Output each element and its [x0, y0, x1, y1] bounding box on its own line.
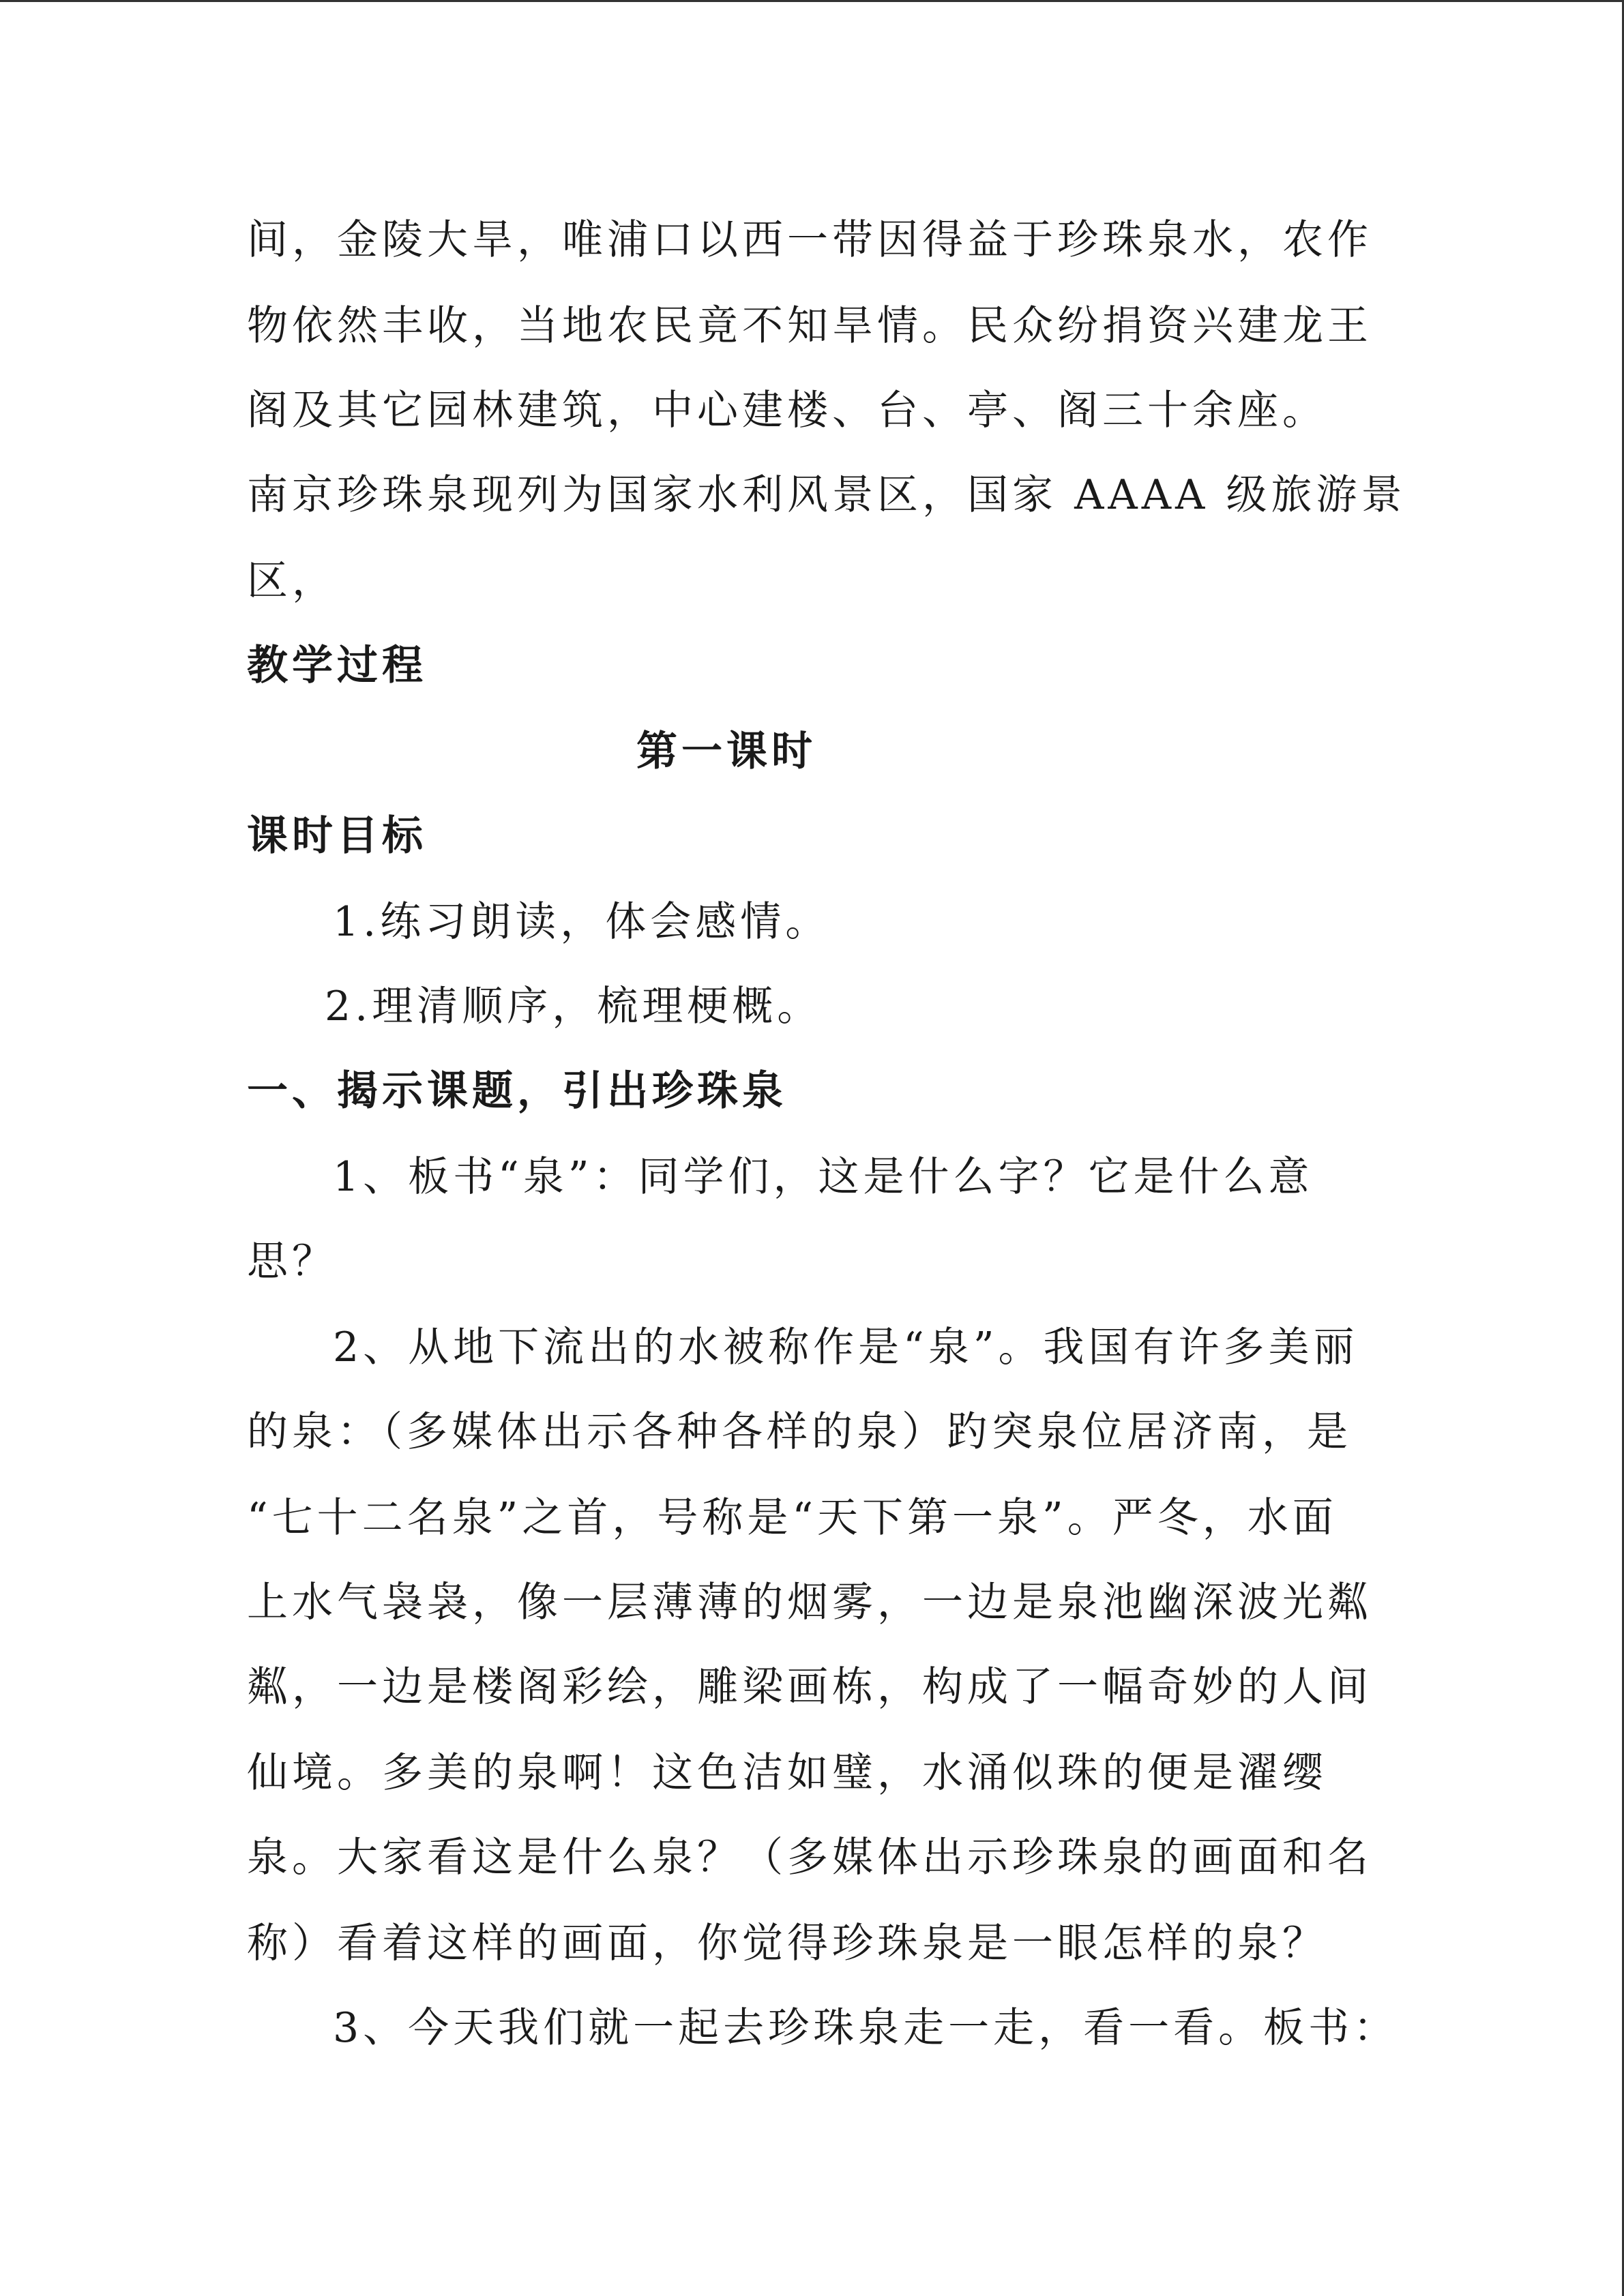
intro-line-5: 区，: [247, 557, 337, 605]
intro-line-4: 南京珍珠泉现列为国家水利风景区，国家 AAAA 级旅游景: [247, 471, 1406, 519]
step2-line-5: 粼，一边是楼阁彩绘，雕梁画栋，构成了一幅奇妙的人间: [247, 1663, 1372, 1711]
part-one-heading: 一、揭示课题，引出珍珠泉: [247, 1067, 787, 1115]
objective-item-1: 1.练习朗读，体会感情。: [333, 898, 831, 946]
intro-line-3: 阁及其它园林建筑，中心建楼、台、亭、阁三十余座。: [247, 387, 1327, 434]
step2-line-6: 仙境。多美的泉啊！这色洁如璧，水涌似珠的便是濯缨: [247, 1749, 1327, 1797]
objective-item-2: 2.理清顺序，梳理梗概。: [325, 983, 823, 1030]
step2-line-7: 泉。大家看这是什么泉？（多媒体出示珍珠泉的画面和名: [247, 1834, 1372, 1881]
step2-line-4: 上水气袅袅，像一层薄薄的烟雾，一边是泉池幽深波光粼: [247, 1579, 1372, 1626]
step3-line-1: 3、今天我们就一起去珍珠泉走一走，看一看。板书：: [333, 2004, 1399, 2052]
intro-line-1: 间，金陵大旱，唯浦口以西一带因得益于珍珠泉水，农作: [247, 216, 1372, 264]
step1-line-1: 1、板书“泉”：同学们，这是什么字？它是什么意: [333, 1153, 1314, 1201]
section-heading: 教学过程: [247, 642, 427, 689]
step2-line-8: 称）看着这样的画面，你觉得珍珠泉是一眼怎样的泉？: [247, 1920, 1327, 1967]
objectives-heading: 课时目标: [247, 812, 427, 860]
intro-line-2: 物依然丰收，当地农民竟不知旱情。民众纷捐资兴建龙王: [247, 302, 1372, 350]
step2-line-1: 2、从地下流出的水被称作是“泉”。我国有许多美丽: [333, 1324, 1359, 1371]
step1-line-2: 思？: [247, 1238, 337, 1285]
step2-line-2: 的泉：（多媒体出示各种各样的泉）趵突泉位居济南，是: [247, 1408, 1352, 1456]
step2-line-3: “七十二名泉”之首，号称是“天下第一泉”。严冬，水面: [247, 1494, 1338, 1542]
lesson-title: 第一课时: [636, 728, 816, 775]
